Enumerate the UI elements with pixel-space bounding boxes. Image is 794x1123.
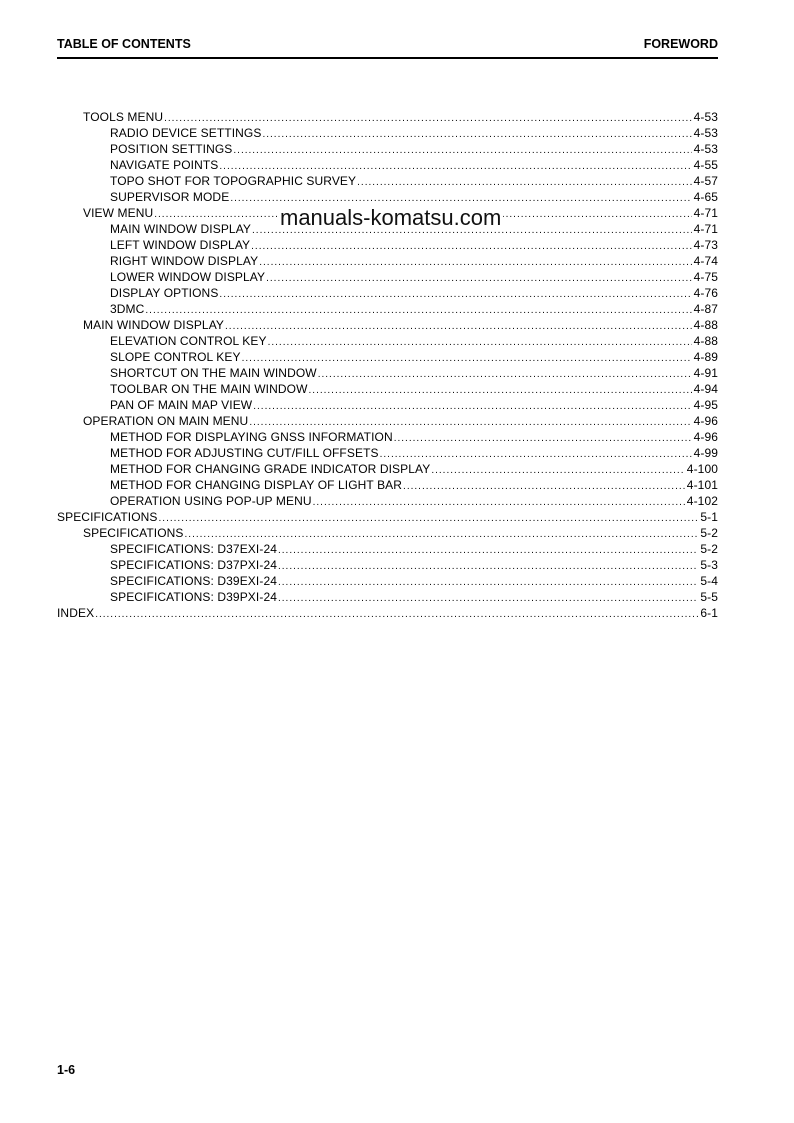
toc-entry[interactable] [57,429,718,445]
toc-entry-title: TOPO SHOT FOR TOPOGRAPHIC SURVEY [110,174,357,188]
toc-entry[interactable] [57,557,718,573]
toc-entry-page: 4-53 [693,142,718,156]
toc-entry-page: 4-96 [693,430,718,444]
toc-entry[interactable] [57,445,718,461]
toc-entry-page: 5-2 [700,526,718,540]
chapter-title: FOREWORD [643,37,718,51]
toc-entry-page: 5-1 [700,510,718,524]
toc-entry-page: 4-102 [686,494,718,508]
watermark: manuals-komatsu.com [280,205,502,230]
toc-entry-page: 5-2 [700,542,718,556]
toc-entry[interactable] [57,573,718,589]
toc-entry-page: 5-4 [700,574,718,588]
toc-entry-title: OPERATION USING POP-UP MENU [110,494,312,508]
toc-entry-page: 4-71 [693,206,718,220]
toc-entry-title: NAVIGATE POINTS [110,158,219,172]
toc-entry-page: 4-76 [693,286,718,300]
toc-entry[interactable] [57,301,718,317]
toc-entry-page: 4-74 [693,254,718,268]
table-of-contents [57,109,718,621]
toc-entry[interactable] [57,461,718,477]
toc-entry-page: 4-53 [693,126,718,140]
toc-entry-page: 4-101 [686,478,718,492]
toc-entry[interactable] [57,157,718,173]
toc-entry[interactable] [57,397,718,413]
toc-entry-title: SHORTCUT ON THE MAIN WINDOW [110,366,317,380]
toc-entry-title: 3DMC [110,302,145,316]
toc-entry-title: SPECIFICATIONS: D37PXI-24 [110,558,277,572]
toc-entry-page: 4-95 [693,398,718,412]
toc-entry-title: SLOPE CONTROL KEY [110,350,241,364]
toc-entry[interactable] [57,333,718,349]
toc-entry-page: 4-65 [693,190,718,204]
dot-leader [95,607,698,623]
toc-entry[interactable] [57,125,718,141]
toc-entry-title: METHOD FOR ADJUSTING CUT/FILL OFFSETS [110,446,379,460]
page-number: 1-6 [57,1063,76,1077]
toc-entry[interactable] [57,493,718,509]
toc-entry-title: RIGHT WINDOW DISPLAY [110,254,259,268]
toc-entry-page: 4-88 [693,318,718,332]
toc-entry[interactable] [57,109,718,125]
toc-entry[interactable] [57,605,718,621]
toc-entry-title: SPECIFICATIONS: D39EXI-24 [110,574,277,588]
toc-entry-title: SPECIFICATIONS: D37EXI-24 [110,542,277,556]
toc-entry[interactable] [57,509,718,525]
toc-entry-page: 4-94 [693,382,718,396]
toc-entry-page: 5-3 [700,558,718,572]
toc-entry[interactable] [57,349,718,365]
toc-entry[interactable] [57,589,718,605]
toc-entry-title: MAIN WINDOW DISPLAY [110,222,252,236]
toc-entry-title: PAN OF MAIN MAP VIEW [110,398,253,412]
toc-entry-title: METHOD FOR DISPLAYING GNSS INFORMATION [110,430,393,444]
toc-entry-title: VIEW MENU [83,206,154,220]
toc-entry[interactable] [57,317,718,333]
toc-entry-page: 4-99 [693,446,718,460]
toc-entry-title: DISPLAY OPTIONS [110,286,219,300]
toc-entry-title: POSITION SETTINGS [110,142,233,156]
toc-entry[interactable] [57,365,718,381]
toc-entry-page: 4-71 [693,222,718,236]
toc-entry[interactable] [57,173,718,189]
toc-entry[interactable] [57,413,718,429]
toc-entry[interactable] [57,253,718,269]
toc-entry-title: METHOD FOR CHANGING DISPLAY OF LIGHT BAR [110,478,403,492]
toc-entry-title: OPERATION ON MAIN MENU [83,414,249,428]
toc-entry[interactable] [57,237,718,253]
toc-entry-title: MAIN WINDOW DISPLAY [83,318,225,332]
toc-entry-page: 4-91 [693,366,718,380]
toc-entry[interactable] [57,269,718,285]
toc-entry-title: SPECIFICATIONS: D39PXI-24 [110,590,277,604]
toc-entry-page: 4-100 [686,462,718,476]
toc-entry[interactable] [57,285,718,301]
toc-entry-title: TOOLS MENU [83,110,164,124]
toc-entry[interactable] [57,541,718,557]
toc-entry-page: 4-57 [693,174,718,188]
toc-entry-title: TOOLBAR ON THE MAIN WINDOW [110,382,308,396]
toc-entry-title: RADIO DEVICE SETTINGS [110,126,262,140]
toc-entry-page: 5-5 [700,590,718,604]
toc-entry-title: SPECIFICATIONS [83,526,184,540]
toc-entry[interactable] [57,525,718,541]
toc-entry-page: 4-87 [693,302,718,316]
section-title: TABLE OF CONTENTS [57,37,191,51]
toc-entry-title: SPECIFICATIONS [57,510,158,524]
toc-entry[interactable] [57,189,718,205]
toc-entry-title: SUPERVISOR MODE [110,190,230,204]
toc-entry-page: 6-1 [700,606,718,620]
toc-entry-page: 4-55 [693,158,718,172]
toc-entry[interactable] [57,141,718,157]
toc-entry-page: 4-75 [693,270,718,284]
toc-entry-title: ELEVATION CONTROL KEY [110,334,267,348]
toc-entry-title: LEFT WINDOW DISPLAY [110,238,251,252]
toc-entry-page: 4-73 [693,238,718,252]
toc-entry-page: 4-88 [693,334,718,348]
header-rule [57,57,718,59]
toc-entry[interactable] [57,381,718,397]
toc-entry-page: 4-96 [693,414,718,428]
toc-entry-page: 4-89 [693,350,718,364]
toc-entry[interactable] [57,477,718,493]
toc-entry-title: METHOD FOR CHANGING GRADE INDICATOR DISPLAY [110,462,431,476]
toc-entry-page: 4-53 [693,110,718,124]
toc-entry-title: LOWER WINDOW DISPLAY [110,270,266,284]
page-header [57,37,718,57]
toc-entry-title: INDEX [57,606,95,620]
